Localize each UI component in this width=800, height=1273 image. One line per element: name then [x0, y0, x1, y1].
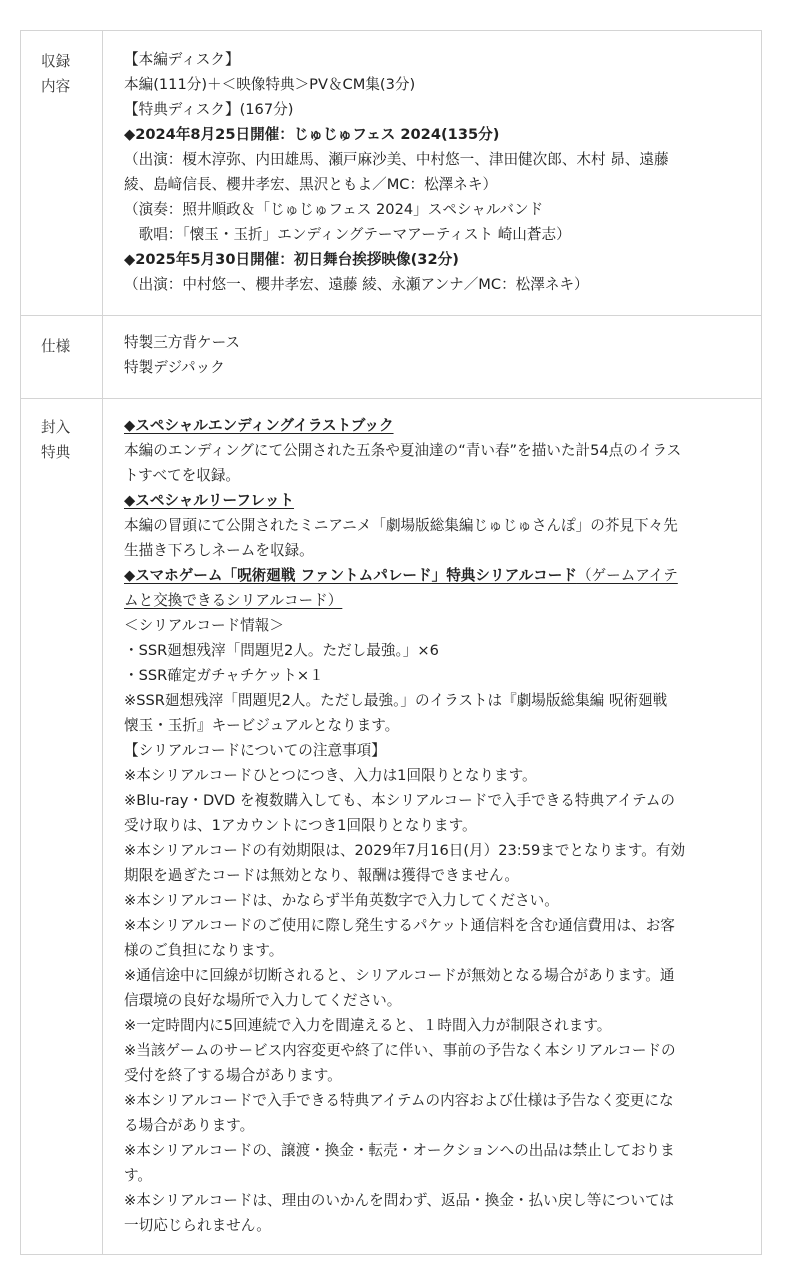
bonus-line: 懐玉・玉折』キービジュアルとなります。: [124, 717, 400, 734]
row-value-content: [103, 31, 762, 316]
event-heading: ◆2025年5月30日開催：初日舞台挨拶映像(32分): [124, 251, 459, 268]
row-value-bonus: [103, 399, 762, 1255]
spec-line: 特製三方背ケース: [124, 334, 241, 351]
content-line: 綾、島﨑信長、櫻井孝宏、黒沢ともよ／MC：松澤ネキ）: [124, 176, 498, 193]
row-label-spec: [21, 316, 103, 399]
bonus-line: 生描き下ろしネームを収録。: [124, 542, 314, 559]
row-label-line: 内容: [41, 78, 71, 95]
bonus-line: ※SSR廻想残滓「問題児2人。ただし最強。」のイラストは『劇場版総集編 呪術廻戦: [124, 692, 668, 709]
bonus-heading-note: ムと交換できるシリアルコード）: [124, 592, 343, 609]
bonus-line: 受付を終了する場合があります。: [124, 1067, 342, 1084]
content-line: 【特典ディスク】(167分): [124, 101, 294, 118]
bonus-line: 信環境の良好な場所で入力してください。: [124, 992, 402, 1009]
event-heading: ◆2024年8月25日開催：じゅじゅフェス 2024(135分): [124, 126, 500, 143]
content-line: 【本編ディスク】: [124, 51, 240, 68]
bonus-line: ※本シリアルコードのご使用に際し発生するパケット通信料を含む通信費用は、お客: [124, 917, 675, 934]
content-line: 本編(111分)＋＜映像特典＞PV＆CM集(3分): [124, 76, 416, 93]
bonus-line: る場合があります。: [124, 1117, 255, 1134]
bonus-line: す。: [124, 1167, 153, 1184]
bonus-heading: ◆スマホゲーム「呪術廻戦 ファントムパレード」特典シリアルコード: [124, 567, 577, 584]
bonus-heading-note: （ゲームアイテ: [576, 567, 678, 584]
bonus-line: 一切応じられません。: [124, 1217, 271, 1234]
bonus-line: 【シリアルコードについての注意事項】: [124, 742, 386, 759]
bonus-line: ※通信途中に回線が切断されると、シリアルコードが無効となる場合があります。通: [124, 967, 675, 984]
bonus-heading: ◆スペシャルリーフレット: [124, 492, 295, 509]
table-row-content: [21, 31, 762, 316]
bonus-line: ※本シリアルコードひとつにつき、入力は1回限りとなります。: [124, 767, 537, 784]
row-label-line: 特典: [41, 444, 71, 461]
bonus-line: ※本シリアルコードは、かならず半角英数字で入力してください。: [124, 892, 559, 909]
bonus-line: ・SSR廻想残滓「問題児2人。ただし最強。」×6: [124, 642, 439, 659]
content-line: 歌唱：「懐玉・玉折」エンディングテーマアーティスト 崎山蒼志）: [124, 226, 571, 243]
table-row-bonus: [21, 399, 762, 1255]
row-label-content: [21, 31, 103, 316]
bonus-line: ※本シリアルコードは、理由のいかんを問わず、返品・換金・払い戻し等については: [124, 1192, 675, 1209]
bonus-line: ※当該ゲームのサービス内容変更や終了に伴い、事前の予告なく本シリアルコードの: [124, 1042, 676, 1059]
content-line: （出演：中村悠一、櫻井孝宏、遠藤 綾、永瀬アンナ／MC：松澤ネキ）: [124, 276, 589, 293]
row-label-line: 封入: [41, 419, 71, 436]
bonus-line: ※本シリアルコードの、譲渡・換金・転売・オークションへの出品は禁止しておりま: [124, 1142, 675, 1159]
bonus-line: 期限を過ぎたコードは無効となり、報酬は獲得できません。: [124, 867, 519, 884]
bonus-line: トすべてを収録。: [124, 467, 241, 484]
bonus-line: 受け取りは、1アカウントにつき1回限りとなります。: [124, 817, 477, 834]
bonus-line: 本編の冒頭にて公開されたミニアニメ「劇場版総集編じゅじゅさんぽ」の芥見下々先: [124, 517, 678, 534]
bonus-line: 本編のエンディングにて公開された五条や夏油達の“青い春”を描いた計54点のイラス: [124, 442, 682, 459]
row-label-line: 収録: [41, 53, 71, 70]
spec-line: 特製デジパック: [124, 359, 225, 376]
bonus-line: ※Blu-ray・DVD を複数購入しても、本シリアルコードで入手できる特典アイテムの: [124, 792, 676, 809]
table-row-spec: [21, 316, 762, 399]
product-spec-table: [20, 30, 762, 1255]
bonus-line: ※本シリアルコードで入手できる特典アイテムの内容および仕様は予告なく変更にな: [124, 1092, 674, 1109]
row-value-spec: [103, 316, 762, 399]
bonus-line: ＜シリアルコード情報＞: [124, 617, 284, 634]
content-line: （出演：榎木淳弥、内田雄馬、瀬戸麻沙美、中村悠一、津田健次郎、木村 昴、遠藤: [124, 151, 669, 168]
bonus-line: ・SSR確定ガチャチケット×１: [124, 667, 324, 684]
row-label-line: 仕様: [41, 338, 71, 355]
bonus-line: ※本シリアルコードの有効期限は、2029年7月16日(月）23:59までとなります。有効: [124, 842, 686, 859]
bonus-line: 様のご負担になります。: [124, 942, 284, 959]
bonus-heading: ◆スペシャルエンディングイラストブック: [124, 417, 394, 434]
row-label-bonus: [21, 399, 103, 1255]
content-line: （演奏：照井順政＆「じゅじゅフェス 2024」スペシャルバンド: [124, 201, 544, 218]
bonus-line: ※一定時間内に5回連続で入力を間違えると、１時間入力が制限されます。: [124, 1017, 612, 1034]
